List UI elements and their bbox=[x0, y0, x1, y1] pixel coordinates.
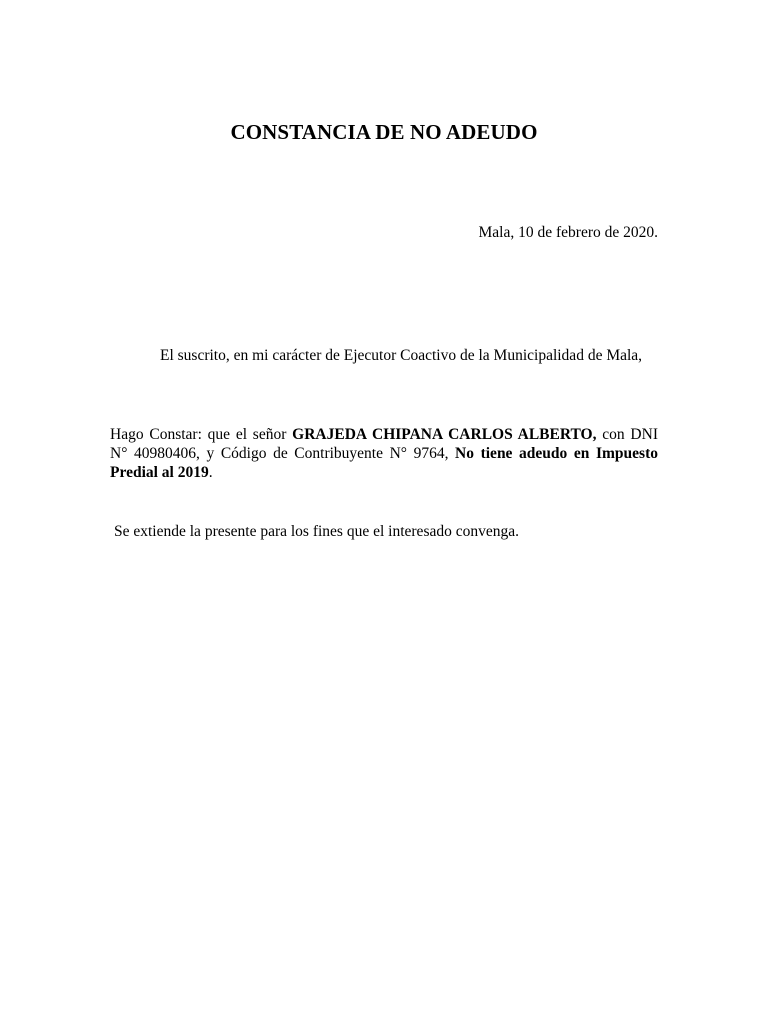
date-line: Mala, 10 de febrero de 2020. bbox=[478, 224, 658, 241]
paragraph-certification bbox=[110, 425, 658, 482]
certification-text-middle: con DNI N° 40980406, y Código de Contribuyente N° 9764, bbox=[110, 426, 658, 462]
document-title: CONSTANCIA DE NO ADEUDO bbox=[230, 120, 538, 144]
debt-status: No tiene adeudo en Impuesto Predial al 2019 bbox=[110, 445, 658, 481]
paragraph-intro: El suscrito, en mi carácter de Ejecutor Coactivo de la Municipalidad de Mala, bbox=[160, 347, 643, 364]
taxpayer-name: GRAJEDA CHIPANA CARLOS ALBERTO, bbox=[292, 426, 597, 443]
certification-text-end: . bbox=[208, 464, 213, 481]
paragraph-closing: Se extiende la presente para los fines que el interesado convenga. bbox=[114, 523, 519, 540]
certification-text-start: Hago Constar: que el señor bbox=[110, 426, 293, 443]
